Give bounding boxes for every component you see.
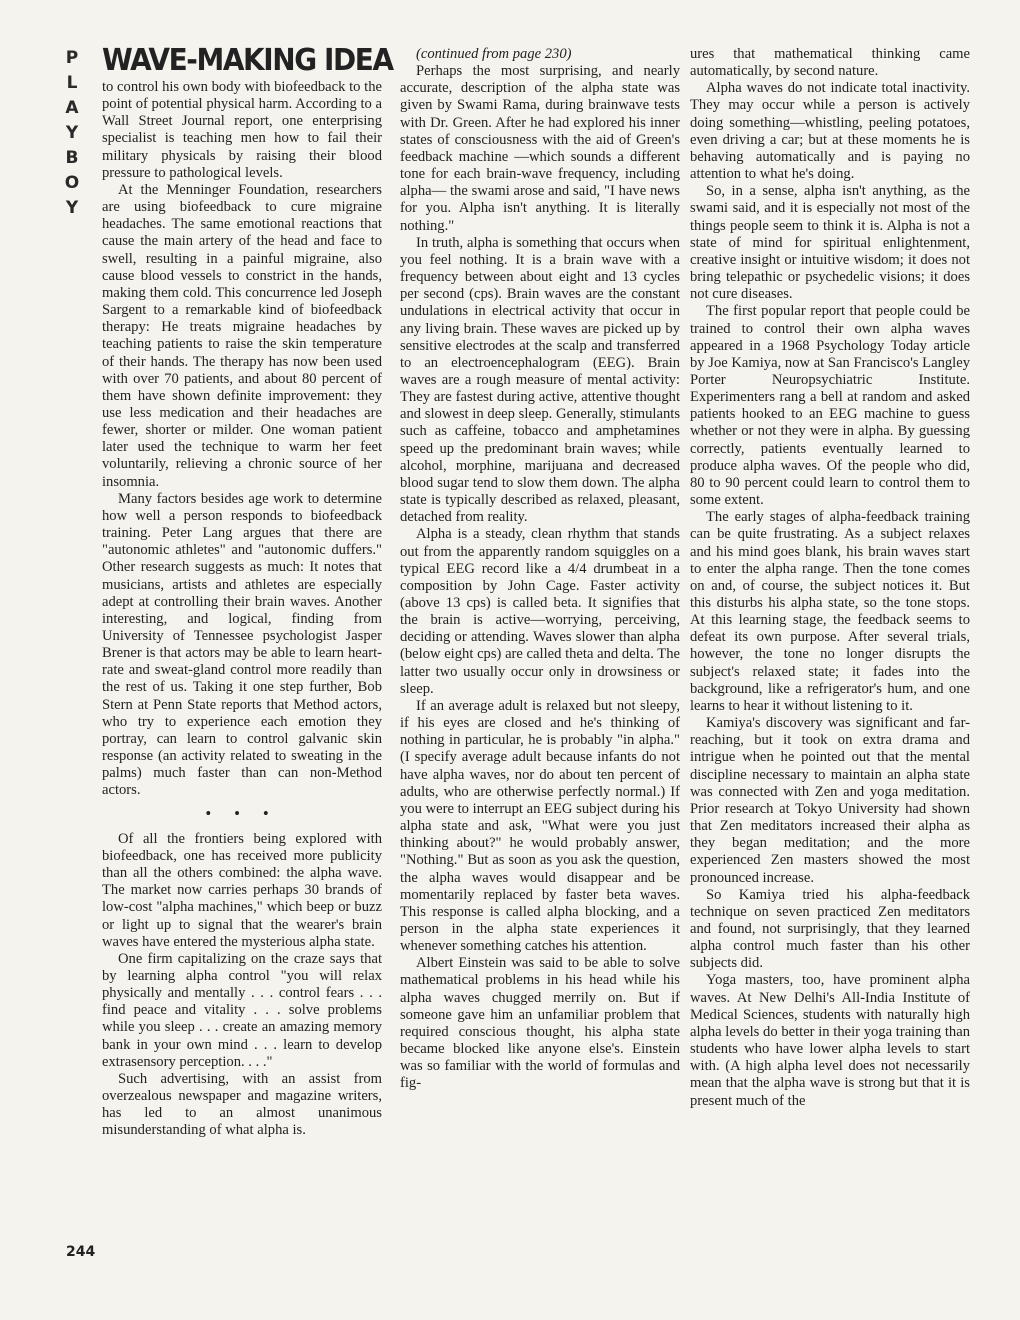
- paragraph: Of all the frontiers being explored with biofeedback, one has received more publicity than all the others combined: the alpha wave. The market now carries perhaps 30 brands of low-cost "alpha machines," which beep or buzz or light up to signal that the wearer's brain waves have entered the mysterious alpha state.: [102, 830, 382, 950]
- text-column-1: [102, 43, 393, 1140]
- paragraph: ures that mathematical thinking came automatically, by second nature.: [690, 46, 970, 80]
- paragraph: Alpha is a steady, clean rhythm that stands out from the apparently random squiggles on a typical EEG record like a 4/4 drumbeat in a composition by John Cage. Faster activity (above 13 cps) is called beta. It signifies that the brain is active—worrying, perceiving, deciding or attending. Waves slower than alpha (below eight cps) are called theta and delta. The latter two usually occur only in drowsiness or sleep.: [400, 526, 680, 697]
- paragraph: Such advertising, with an assist from overzealous newspaper and magazine writers, has led to an almost unanimous misunderstanding of what alpha is.: [102, 1070, 382, 1139]
- sidebar-letter: O: [64, 173, 80, 193]
- paragraph: If an average adult is relaxed but not sleepy, if his eyes are closed and he's thinking of nothing in particular, he is probably "in alpha." (I specify average adult because infants do not have alpha waves, nor do about ten percent of adults, who are otherwise perfectly normal.) If you were to interrupt an EEG subject during his alpha state and ask, "What were you just thinking about?" he would probably answer, "Nothing." But as soon as you ask the question, the alpha waves would disappear and be momentarily replaced by faster beta waves. This response is called alpha blocking, and a person in the alpha state experiences it whenever something catches his attention.: [400, 697, 680, 955]
- paragraph: Yoga masters, too, have prominent alpha waves. At New Delhi's All-India Institute of Medical Sciences, students with naturally high alpha levels do better in their yoga training than students who have lower alpha levels to start with. (A high alpha level does not necessarily mean that the alpha wave is strong but that it is present much of the: [690, 972, 970, 1109]
- paragraph: In truth, alpha is something that occurs when you feel nothing. It is a brain wave with a frequency between about eight and 13 cycles per second (cps). Brain waves are the constant undulations in electrical activity that occur in any living brain. These waves are picked up by sensitive electrodes at the scalp and transferred to an electroencephalogram (EEG). Brain waves are a rough measure of mental activity: They are fastest during active, attentive thought and slowest in deep sleep. Generally, stimulants such as caffeine, tobacco and amphetamines speed up the predominant brain waves; while alcohol, morphine, marijuana and decreased blood sugar tend to slow them down. The alpha state is typically described as relaxed, pleasant, detached from reality.: [400, 234, 680, 526]
- text-column-2: [400, 46, 680, 1093]
- headline: WAVE-MAKING IDEA: [102, 43, 393, 78]
- text-column-3: [690, 46, 970, 1110]
- paragraph: So Kamiya tried his alpha-feedback technique on seven practiced Zen meditators and found, not surprisingly, that they learned alpha control much faster than his other subjects did.: [690, 886, 970, 972]
- paragraph: The first popular report that people could be trained to control their own alpha waves appeared in a 1968 Psychology Today article by Joe Kamiya, now at San Francisco's Langley Porter Neuropsychiatric Institute. Experimenters rang a bell at random and asked patients hooked to an EEG machine to guess whether or not they were in alpha. By guessing correctly, patients eventually learned to produce alpha waves. Of the people who did, 80 to 90 percent could learn to control them to some extent.: [690, 303, 970, 509]
- paragraph: So, in a sense, alpha isn't anything, as the swami said, and it is especially not most of the things people seem to think it is. Alpha is not a state of mind for spiritual enlightenment, creative insight or intuitive wisdom; it does not bring telepathic or psychedelic visions; it does not cure diseases.: [690, 183, 970, 303]
- paragraph: to control his own body with biofeedback to the point of potential physical harm. According to a Wall Street Journal report, one enterprising specialist is teaching men how to fail their military physicals by raising their blood pressure to pathological levels.: [102, 79, 382, 181]
- sidebar-letter: P: [65, 48, 79, 68]
- paragraph: One firm capitalizing on the craze says that by learning alpha control "you will relax physically and mentally . . . control fears . . . find peace and vitality . . . solve problems while you sleep . . . create an amazing memory bank in your own mind . . . learn to develop extrasensory perception. . . .": [102, 950, 382, 1070]
- paragraph: Alpha waves do not indicate total inactivity. They may occur while a person is actively doing something—whistling, peeling potatoes, even driving a car; but at these moments he is behaving automatically and is paying no attention to what he's doing.: [690, 80, 970, 183]
- continued-note: (continued from page 230): [416, 46, 572, 62]
- sidebar-letter: L: [66, 73, 78, 93]
- paragraph: The early stages of alpha-feedback training can be quite frustrating. As a subject relaxes and his mind goes blank, his brain waves start to enter the alpha range. Then the tone comes on and, of course, the subject notices it. But this disturbs his alpha state, so the tone stops. At this learning stage, the feedback seems to defeat its own purpose. After several trials, however, the tone no longer disrupts the subject's relaxed state; it fades into the background, like a refrigerator's hum, and one learns to hear it without listening to it.: [690, 509, 970, 714]
- section-separator: • • •: [205, 805, 279, 822]
- sidebar-letter: A: [65, 98, 79, 118]
- paragraph: At the Menninger Foundation, researchers are using biofeedback to cure migraine headaches. The same emotional reactions that cause the main artery of the head and face to swell, resulting in a painful migraine, also cause blood vessels to constrict in the hands, making them cold. This concurrence led Joseph Sargent to a remarkable kind of biofeedback therapy: He treats migraine headaches by teaching patients to raise the skin temperature of their hands. The therapy has now been used with over 70 patients, and about 80 percent of them have shown definite improvement: they use less medication and their headaches are fewer, shorter or milder. One woman patient later used the technique to warm her feet voluntarily, relieving a chronic source of her insomnia.: [102, 181, 382, 490]
- paragraph: Many factors besides age work to determine how well a person responds to biofeedback training. Peter Lang argues that there are "autonomic athletes" and "autonomic duffers." Other research suggests as much: It notes that musicians, artists and athletes are especially adept at controlling their brain waves. Another interesting, and logical, finding from University of Tennessee psychologist Jasper Brener is that actors may be able to learn heart-rate and sweat-gland control more readily than the rest of us. Taking it one step further, Bob Stern at Penn State reports that Method actors, who try to experience each emotion they portray, can learn to control galvanic skin response (an activity related to sweating in the palms) much faster than can non-Method actors.: [102, 490, 382, 799]
- page-number: 244: [66, 1244, 96, 1260]
- paragraph: Perhaps the most surprising, and nearly accurate, description of the alpha state was given by Swami Rama, during brainwave tests with Dr. Green. After he had explored his inner states of consciousness with the aid of Green's feedback machine —which sounds a different tone for each brain-wave frequency, including alpha— the swami arose and said, "I have news for you. Alpha isn't anything. It is literally nothing.": [400, 63, 680, 234]
- sidebar-letter: B: [65, 148, 79, 168]
- paragraph: Albert Einstein was said to be able to solve mathematical problems in his head while his alpha waves chugged merrily on. But if someone gave him an unfamiliar problem that required conscious thought, his alpha state became blocked like anyone else's. Einstein was so familiar with the world of formulas and fig-: [400, 955, 680, 1092]
- sidebar-letter: Y: [65, 123, 79, 143]
- sidebar-letter: Y: [65, 198, 79, 218]
- paragraph: Kamiya's discovery was significant and far-reaching, but it took on extra drama and intrigue when he pointed out that the mental discipline necessary to maintain an alpha state was connected with Zen and yoga meditation. Prior research at Tokyo University had shown that Zen meditators increased their alpha as they began meditation; and the more experienced Zen masters showed the most pronounced increase.: [690, 715, 970, 886]
- magazine-sidebar-title: [62, 46, 82, 221]
